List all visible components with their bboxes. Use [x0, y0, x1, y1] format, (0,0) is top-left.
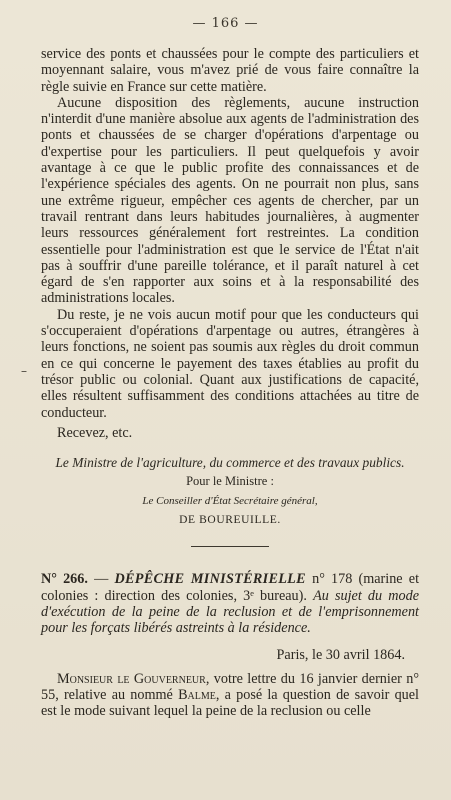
signature-block [41, 455, 419, 528]
margin-mark: – [21, 364, 27, 378]
dispatch-number: N° 266. [41, 571, 88, 588]
signature-for-minister: Pour le Ministre : [186, 474, 274, 489]
page-number: — 166 — [192, 16, 259, 31]
dispatch-heading [41, 571, 419, 636]
paragraph-1: service des ponts et chaussées pour le compte des particuliers et moyennant salaire, vous m'avez prié de vous faire connaître la règle suivie en France sur cette matière. [41, 46, 419, 95]
dispatch-reference: n° 178 (marine et colonies : direction des colonies, 3ᵉ bureau). [41, 571, 420, 604]
dispatch-subject: Au sujet du mode d'exécution de la peine de la reclusion et de l'emprisonnement pour les forçats libérés astreints à la résidence. [41, 587, 419, 637]
closing-formula: Recevez, etc. [57, 424, 133, 441]
signature-title: Le Conseiller d'État Secrétaire général, [142, 494, 318, 507]
paragraph-2: Aucune disposition des règlements, aucune instruction n'interdit d'une manière absolue aux agents de l'administration des ponts et chaussées de se charger d'opérations d'arpentage ou d'expertise pour les particuliers. Il peut quelquefois y avoir avantage à ce que le public profite des connaissances et de l'expérience spéciales des agents. On ne pourrait non plus, sans une extrême rigueur, empêcher ces agents de chercher, par un travail rentrant dans leurs habitudes journalières, à augmenter leurs ressources généralement fort restreintes. La condition essentielle pour l'administration est que le service de l'État n'ait pas à souffrir d'une pareille tolérance, et il paraît naturel à cet égard de s'en rapporter aux soins et à la responsabilité des administrations locales. [41, 94, 419, 307]
dispatch-title: DÉPÊCHE MINISTÉRIELLE [114, 571, 306, 588]
signature-ministry: Le Ministre de l'agriculture, du commerce et des travaux publics. [55, 455, 405, 471]
letter-opening [41, 671, 419, 720]
letter-text-b: , a posé la question de savoir quel est le mode suivant lequel la peine de la reclusion ou celle [41, 687, 419, 720]
document-body [41, 46, 419, 720]
dispatch-dash: — [87, 571, 115, 588]
section-divider [191, 546, 269, 547]
letter-person-name: Balme [178, 687, 216, 704]
paragraph-3: Du reste, je ne vois aucun motif pour que les conducteurs qui s'occuperaient d'opérations d'arpentage ou autres, étrangères à leurs fonctions, ne soient pas soumis aux règles du droit commun en ce qui concerne le payement des taxes établies au profit du trésor public ou colonial. Quant aux justifications de capacité, elles résultent suffisamment des conditions attachées au titre de conducteur. [41, 306, 419, 421]
signature-name: DE BOUREUILLE. [179, 514, 281, 527]
letter-salutation: Monsieur le Gouverneur [57, 670, 206, 687]
letter-text-a: , votre lettre du 16 janvier dernier n° 55, relative au nommé [41, 670, 419, 704]
dateline: Paris, le 30 avril 1864. [276, 646, 405, 663]
